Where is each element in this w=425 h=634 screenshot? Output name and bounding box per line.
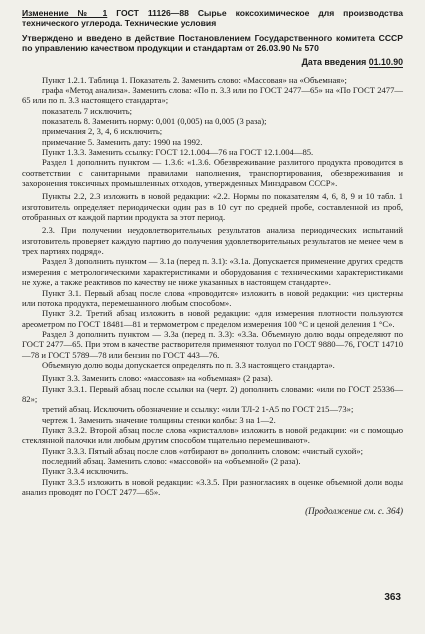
paragraph-10: 2.3. При получении неудовлетворительных результатов анализа периодических испытаний изготовитель проверяет каждую партию до получения удовлетворительных результатов не менее чем в трех партиях подряд».	[22, 225, 403, 257]
change-title-text: ГОСТ 11126—88 Сырье коксохимическое для производства технического углерода. Технические условия	[22, 8, 403, 29]
paragraph-6: примечание 5. Заменить дату: 1990 на 1992.	[42, 136, 203, 147]
effective-date-value: 01.10.90	[368, 56, 403, 67]
paragraph-22: последний абзац. Заменить слово: «массовой» на «объемной» (2 раза).	[42, 456, 301, 466]
paragraph-23: Пункт 3.3.4 исключить.	[42, 466, 129, 477]
paragraph-16: Пункт 3.3. Заменить слово: «массовая» на «объемная» (2 раза).	[42, 373, 273, 384]
paragraph-5: примечания 2, 3, 4, 6 исключить;	[42, 126, 163, 137]
paragraph-4: показатель 8. Заменить норму: 0,001 (0,005) на 0,005 (3 раза);	[42, 116, 267, 126]
paragraph-9: Пункты 2.2, 2.3 изложить в новой редакции: «2.2. Нормы по показателям 4, 6, 8, 9 и 10 табл. 1 изготовитель определяет периодически один раз в 10 сут по средней пробе, составленной из проб, отобранных от каждой партии продукта за этот период.	[22, 191, 403, 223]
paragraph-2: графа «Метод анализа». Заменить слова: «По п. 3.3 или по ГОСТ 2477—65» на «По ГОСТ 2477—65 или по п. 3.3 настоящего стандарта»;	[22, 84, 403, 106]
approval-statement: Утверждено и введено в действие Постановлением Государственного комитета СССР по управлению качеством продукции и стандартам от 26.03.90 № 570	[22, 32, 403, 54]
paragraph-14: Раздел 3 дополнить пунктом — 3.3а (перед п. 3.3): «3.3а. Объемную долю воды определяют по ГОСТ 2477—65. При этом в качестве растворителя применяют толуол по ГОСТ 9880—76, ГОСТ 14710—78 и ГОСТ 5789—78 или бензин по ГОСТ 443—76.	[22, 328, 403, 360]
paragraph-20: Пункт 3.3.2. Второй абзац после слова «кристаллов» изложить в новой редакции: «и с помощью стеклянной палочки или любым другим способом тщательно перемешивают».	[22, 424, 403, 446]
paragraph-3: показатель 7 исключить;	[42, 105, 133, 116]
effective-date	[22, 57, 403, 67]
paragraph-8: Раздел 1 дополнить пунктом — 1.3.6: «1.3.6. Обезвреживание разлитого продукта проводится в соответствии с санитарными правилами наполнения, транспортирования, обезвреживания и захоронения токсичных промышленных отходов, утвержденных Минздравом СССР».	[22, 157, 403, 189]
page-number: 363	[384, 592, 401, 603]
paragraph-12: Пункт 3.1. Первый абзац после слова «проводится» изложить в новой редакции: «из цистерны или потока продукта, перемешанного любым способом».	[22, 287, 403, 308]
change-title	[22, 8, 403, 29]
effective-date-label: Дата введения	[301, 56, 367, 67]
paragraph-19: чертеж 1. Заменить значение толщины стенки колбы: 3 на 1—2.	[42, 414, 276, 425]
document-body	[22, 75, 403, 517]
change-label: Изменение № 1	[22, 8, 108, 18]
paragraph-13: Пункт 3.2. Третий абзац изложить в новой редакции: «для измерения плотности пользуются ареометром по ГОСТ 18481—81 и термометром с пределом измерения 100 °С и ценой деления 1 °С».	[22, 308, 403, 329]
paragraph-15: Объемную долю воды допускается определять по п. 3.3 настоящего стандарта».	[42, 359, 335, 370]
paragraph-18: третий абзац. Исключить обозначение и ссылку: «или ТЛ-2 1-А5 по ГОСТ 215—73»;	[42, 404, 354, 415]
paragraph-21: Пункт 3.3.3. Пятый абзац после слов «отбирают в» дополнить словом: «чистый сухой»;	[42, 445, 364, 456]
paragraph-17: Пункт 3.3.1. Первый абзац после ссылки на (черт. 2) дополнить словами: «или по ГОСТ 25336—82»;	[22, 383, 403, 404]
paragraph-1: Пункт 1.2.1. Таблица 1. Показатель 2. Заменить слово: «Массовая» на «Объемная»;	[42, 74, 347, 85]
continuation-note: (Продолжение см. с. 364)	[305, 506, 403, 517]
paragraph-24: Пункт 3.3.5 изложить в новой редакции: «3.3.5. При разногласиях в оценке объемной доли воды анализ проводят по ГОСТ 2477—65».	[22, 476, 403, 498]
paragraph-7: Пункт 1.3.3. Заменить ссылку: ГОСТ 12.1.004—76 на ГОСТ 12.1.004—85.	[42, 147, 314, 158]
paragraph-11: Раздел 3 дополнить пунктом — 3.1а (перед п. 3.1): «3.1а. Допускается применение других средств измерения с метрологическими характеристиками и оборудования с техническими характеристиками не хуже, а также реактивов по качеству не ниже указанных в настоящем стандарте».	[22, 256, 403, 288]
